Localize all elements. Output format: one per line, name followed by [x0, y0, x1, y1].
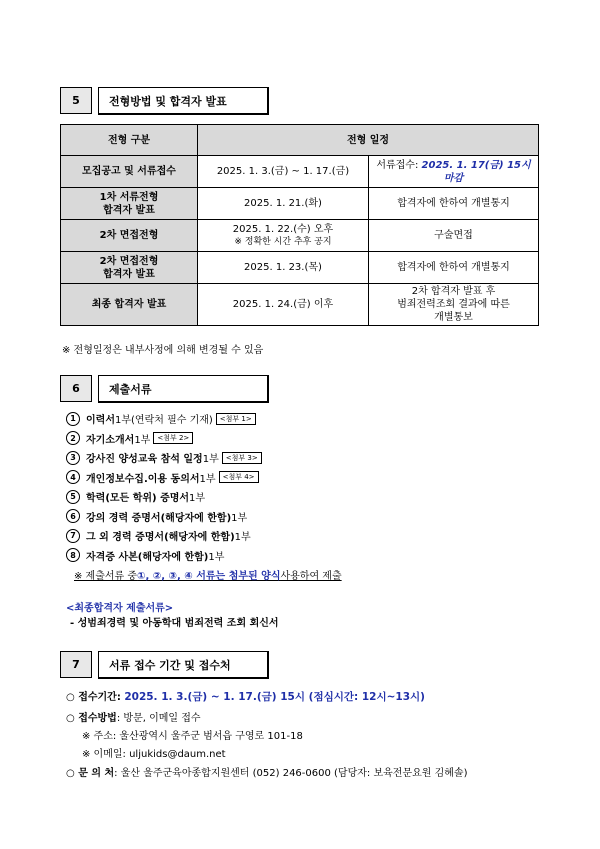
receipt-contact [66, 764, 467, 779]
section-number: 5 [60, 87, 92, 114]
deadline-highlight: 2025. 1. 17(금) 15시 마감 [421, 159, 531, 184]
section-7-header [60, 651, 269, 678]
final-docs-item: - 성범죄경력 및 아동학대 범죄전력 조회 회신서 [70, 618, 279, 629]
row-label-line: 2차 면접전형 [99, 255, 159, 267]
row-label-line: 합격자 발표 [103, 268, 155, 280]
doc-name: 자기소개서 [86, 434, 135, 446]
row-date [198, 220, 369, 252]
row-note [369, 156, 539, 188]
row-date: 2025. 1. 21.(화) [198, 188, 369, 220]
number-badge: 5 [66, 490, 80, 504]
row-note-line: 개별통보 [434, 312, 473, 323]
table-row [61, 220, 539, 252]
period-value: 2025. 1. 3.(금) ~ 1. 17.(금) 15시 (점심시간: 12시~13시) [124, 691, 425, 703]
attachment-tag: <첨부 3> [222, 452, 262, 464]
doc-detail: 1부 [134, 434, 151, 446]
doc-name: 이력서 [86, 415, 115, 427]
table-header-row [61, 125, 539, 156]
number-badge: 4 [66, 470, 80, 484]
contact-value: : 울산 울주군육아종합지원센터 (052) 246-0600 (담당자: 보육전문요원 김혜솔) [114, 768, 468, 779]
section-title: 전형방법 및 합격자 발표 [98, 87, 269, 115]
receipt-email: ※ 이메일: uljukids@daum.net [82, 749, 226, 760]
number-badge: 7 [66, 529, 80, 543]
doc-detail: 1부(연락처 필수 기재) [114, 415, 213, 427]
row-note: 합격자에 한하여 개별통지 [369, 188, 539, 220]
period-label: ○ 접수기간: [66, 692, 125, 703]
section-6-header [60, 375, 269, 402]
table-row [61, 188, 539, 220]
table-row [61, 284, 539, 326]
note-highlight: ①, ②, ③, ④ 서류는 첨부된 양식 [137, 571, 281, 583]
section-title: 서류 접수 기간 및 접수처 [98, 651, 269, 679]
row-date-line: 2025. 1. 22.(수) 오후 [232, 223, 334, 235]
row-note-line: 2차 합격자 발표 후 [411, 286, 496, 297]
method-label: ○ 접수방법 [66, 713, 117, 724]
documents-note [66, 565, 342, 585]
doc-name: 강의 경력 증명서(해당자에 한함) [86, 512, 232, 524]
doc-detail: 1부 [202, 454, 219, 466]
table-row [61, 252, 539, 284]
receipt-method [66, 709, 201, 724]
list-item [66, 429, 342, 449]
header-category: 전형 구분 [61, 125, 198, 156]
list-item [66, 468, 342, 488]
method-value: : 방문, 이메일 접수 [116, 713, 201, 724]
doc-detail: 1부 [199, 473, 216, 485]
contact-label: ○ 문 의 처 [66, 768, 115, 779]
number-badge: 6 [66, 509, 80, 523]
doc-detail: 1부 [208, 551, 225, 563]
attachment-tag: <첨부 4> [219, 471, 259, 483]
row-date: 2025. 1. 24.(금) 이후 [198, 284, 369, 326]
attachment-tag: <첨부 2> [153, 432, 193, 444]
note-prefix: 서류접수: [376, 159, 422, 171]
row-date: 2025. 1. 23.(목) [198, 252, 369, 284]
schedule-note: ※ 전형일정은 내부사정에 의해 변경될 수 있음 [62, 345, 264, 356]
receipt-period [66, 688, 425, 704]
number-badge: 3 [66, 451, 80, 465]
note-suffix: 사용하여 제출 [280, 571, 342, 583]
final-docs-title: <최종합격자 제출서류> [66, 603, 174, 614]
doc-name: 그 외 경력 증명서(해당자에 한함) [86, 532, 235, 544]
attachment-tag: <첨부 1> [216, 413, 256, 425]
number-badge: 2 [66, 431, 80, 445]
row-label [61, 252, 198, 284]
section-5-header [60, 87, 269, 114]
doc-detail: 1부 [234, 532, 251, 544]
doc-name: 강사진 양성교육 참석 일정 [86, 454, 203, 466]
row-date: 2025. 1. 3.(금) ~ 1. 17.(금) [198, 156, 369, 188]
doc-detail: 1부 [189, 493, 206, 505]
receipt-address: ※ 주소: 울산광역시 울주군 범서읍 구영로 101-18 [82, 731, 303, 742]
row-note [369, 284, 539, 326]
header-schedule: 전형 일정 [198, 125, 539, 156]
section-title: 제출서류 [98, 375, 269, 403]
doc-name: 학력(모든 학위) 증명서 [86, 493, 190, 505]
number-badge: 1 [66, 412, 80, 426]
row-label [61, 188, 198, 220]
row-label: 2차 면접전형 [61, 220, 198, 252]
doc-name: 개인정보수집.이용 동의서 [86, 473, 200, 485]
list-item [66, 487, 342, 507]
row-label: 모집공고 및 서류접수 [61, 156, 198, 188]
row-label: 최종 합격자 발표 [61, 284, 198, 326]
row-label-line: 1차 서류전형 [99, 191, 159, 203]
doc-name: 자격증 사본(해당자에 한함) [86, 551, 209, 563]
row-note-line: 범죄전력조회 결과에 따른 [397, 299, 510, 310]
row-note: 합격자에 한하여 개별통지 [369, 252, 539, 284]
list-item [66, 526, 342, 546]
list-item [66, 448, 342, 468]
section-number: 6 [60, 375, 92, 402]
documents-list [66, 409, 342, 585]
doc-detail: 1부 [231, 512, 248, 524]
list-item [66, 546, 342, 566]
section-number: 7 [60, 651, 92, 678]
list-item [66, 507, 342, 527]
note-prefix: ※ 제출서류 중 [74, 571, 138, 583]
list-item [66, 409, 342, 429]
row-date-line: ※ 정확한 시간 추후 공지 [234, 236, 332, 247]
row-note: 구술면접 [369, 220, 539, 252]
row-label-line: 합격자 발표 [103, 204, 155, 216]
number-badge: 8 [66, 548, 80, 562]
table-row [61, 156, 539, 188]
schedule-table [60, 124, 539, 326]
